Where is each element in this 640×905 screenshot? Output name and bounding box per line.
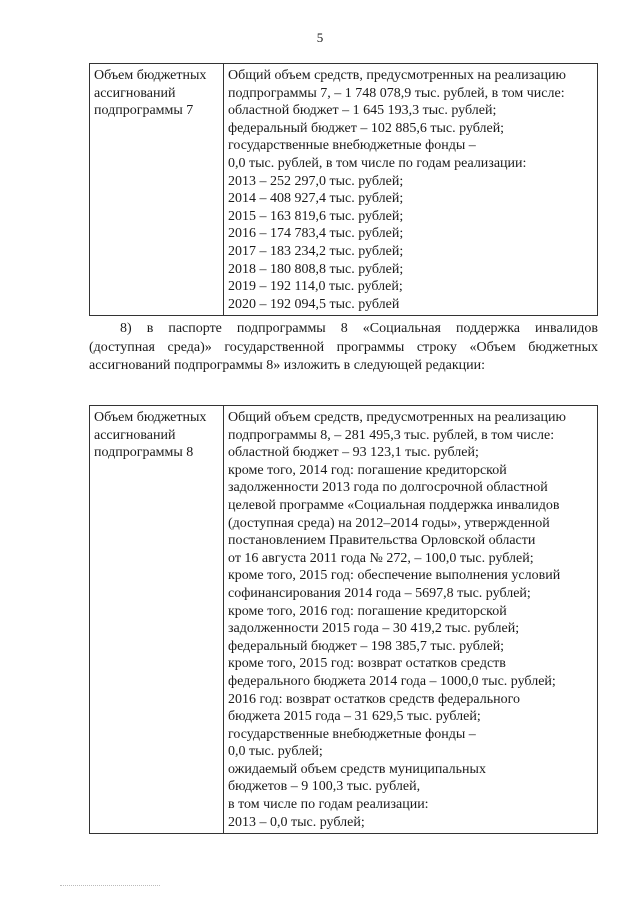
- value-line: 2018 – 180 808,8 тыс. рублей;: [228, 261, 404, 277]
- value-line: 2015 – 163 819,6 тыс. рублей;: [228, 208, 404, 224]
- row-label-cell: [90, 64, 224, 316]
- value-line: 2019 – 192 114,0 тыс. рублей;: [228, 279, 403, 295]
- value-line: Общий объем средств, предусмотренных на реализацию: [228, 68, 566, 83]
- value-line: подпрограммы 8, – 281 495,3 тыс. рублей, в том числе:: [228, 427, 555, 443]
- row-label-line: ассигнований: [94, 85, 176, 101]
- value-line: подпрограммы 7, – 1 748 078,9 тыс. рублей, в том числе:: [228, 85, 565, 101]
- paragraph-line: ассигнований подпрограммы 8» изложить в следующей редакции:: [89, 358, 486, 373]
- value-line: государственные внебюджетные фонды –: [228, 726, 476, 742]
- row-label-line: подпрограммы 8: [94, 445, 194, 461]
- row-label-line: ассигнований: [94, 427, 176, 443]
- value-line: Общий объем средств, предусмотренных на реализацию: [228, 410, 566, 425]
- value-line: кроме того, 2016 год: погашение кредиторской: [228, 603, 507, 619]
- table-row: [90, 406, 598, 834]
- value-line: областной бюджет – 1 645 193,3 тыс. рублей;: [228, 103, 497, 119]
- value-line: (доступная среда) на 2012–2014 годы», утвержденной: [228, 515, 550, 531]
- value-line: кроме того, 2015 год: обеспечение выполнения условий: [228, 568, 561, 584]
- value-line: федеральный бюджет – 102 885,6 тыс. рублей;: [228, 120, 505, 136]
- value-line: государственные внебюджетные фонды –: [228, 138, 476, 154]
- value-line: 2017 – 183 234,2 тыс. рублей;: [228, 243, 404, 259]
- value-line: постановлением Правительства Орловской области: [228, 533, 536, 549]
- value-line: 0,0 тыс. рублей;: [228, 744, 323, 760]
- value-line: 2016 год: возврат остатков средств федерального: [228, 691, 520, 707]
- row-label-line: подпрограммы 7: [94, 103, 194, 119]
- value-line: софинансирования 2014 года – 5697,8 тыс. рублей;: [228, 585, 531, 601]
- value-line: федеральный бюджет – 198 385,7 тыс. рублей;: [228, 638, 505, 654]
- page-number: 5: [316, 30, 324, 45]
- value-line: задолженности 2013 года по долгосрочной областной: [228, 480, 548, 496]
- budget-table-subprogram-8: [89, 405, 598, 834]
- value-line: 2014 – 408 927,4 тыс. рублей;: [228, 191, 404, 207]
- value-line: 2020 – 192 094,5 тыс. рублей: [228, 296, 400, 312]
- row-value-cell: [224, 64, 598, 316]
- row-value-cell: [224, 406, 598, 834]
- value-line: 2013 – 0,0 тыс. рублей;: [228, 814, 365, 830]
- value-line: кроме того, 2014 год: погашение кредиторской: [228, 462, 507, 478]
- value-line: ожидаемый объем средств муниципальных: [228, 761, 486, 777]
- budget-table-subprogram-7: [89, 63, 598, 316]
- value-line: 0,0 тыс. рублей, в том числе по годам реализации:: [228, 155, 527, 171]
- paragraph-line: 8) в паспорте подпрограммы 8 «Социальная поддержка инвалидов: [120, 321, 598, 336]
- value-line: целевой программе «Социальная поддержка инвалидов: [228, 497, 560, 513]
- value-line: кроме того, 2015 год: возврат остатков средств: [228, 656, 506, 672]
- value-line: от 16 августа 2011 года № 272, – 100,0 тыс. рублей;: [228, 550, 534, 566]
- value-line: в том числе по годам реализации:: [228, 797, 429, 813]
- table-row: [90, 64, 598, 316]
- footer-divider: [60, 885, 160, 886]
- row-label-line: Объем бюджетных: [94, 410, 207, 425]
- value-line: бюджетов – 9 100,3 тыс. рублей,: [228, 779, 421, 795]
- value-line: бюджета 2015 года – 31 629,5 тыс. рублей;: [228, 709, 481, 725]
- value-line: областной бюджет – 93 123,1 тыс. рублей;: [228, 445, 479, 461]
- row-label-line: Объем бюджетных: [94, 68, 207, 83]
- amendment-paragraph: [89, 320, 598, 376]
- value-line: 2016 – 174 783,4 тыс. рублей;: [228, 226, 404, 242]
- value-line: задолженности 2015 года – 30 419,2 тыс. рублей;: [228, 621, 520, 637]
- value-line: федерального бюджета 2014 года – 1000,0 тыс. рублей;: [228, 673, 556, 689]
- value-line: 2013 – 252 297,0 тыс. рублей;: [228, 173, 404, 189]
- paragraph-line: (доступная среда)» государственной программы строку «Объем бюджетных: [89, 339, 598, 355]
- row-label-cell: [90, 406, 224, 834]
